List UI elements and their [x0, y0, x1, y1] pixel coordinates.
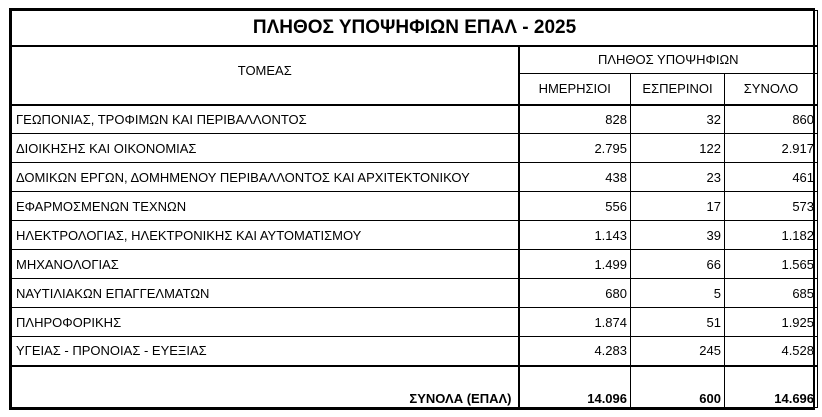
- row-day: 2.795: [519, 134, 631, 163]
- totals-day: 14.096: [519, 366, 631, 408]
- header-sector: ΤΟΜΕΑΣ: [12, 46, 519, 105]
- row-sector: ΥΓΕΙΑΣ - ΠΡΟΝΟΙΑΣ - ΕΥΕΞΙΑΣ: [12, 337, 519, 366]
- candidates-table-sheet: [9, 8, 815, 410]
- row-total: 1.182: [725, 221, 818, 250]
- totals-label: ΣΥΝΟΛΑ (ΕΠΑΛ): [12, 366, 519, 408]
- row-total: 461: [725, 163, 818, 192]
- row-evening: 23: [631, 163, 725, 192]
- row-day: 828: [519, 105, 631, 134]
- row-sector: ΝΑΥΤΙΛΙΑΚΩΝ ΕΠΑΓΓΕΛΜΑΤΩΝ: [12, 279, 519, 308]
- header-evening: ΕΣΠΕΡΙΝΟΙ: [631, 74, 725, 105]
- row-sector: ΔΙΟΙΚΗΣΗΣ ΚΑΙ ΟΙΚΟΝΟΜΙΑΣ: [12, 134, 519, 163]
- row-evening: 51: [631, 308, 725, 337]
- row-day: 1.143: [519, 221, 631, 250]
- row-total: 573: [725, 192, 818, 221]
- row-sector: ΜΗΧΑΝΟΛΟΓΙΑΣ: [12, 250, 519, 279]
- row-day: 1.499: [519, 250, 631, 279]
- row-evening: 17: [631, 192, 725, 221]
- row-day: 4.283: [519, 337, 631, 366]
- header-day: ΗΜΕΡΗΣΙΟΙ: [519, 74, 631, 105]
- row-evening: 5: [631, 279, 725, 308]
- header-candidates-group: ΠΛΗΘΟΣ ΥΠΟΨΗΦΙΩΝ: [519, 46, 818, 74]
- table-row: [12, 221, 818, 250]
- totals-total: 14.696: [725, 366, 818, 408]
- row-sector: ΕΦΑΡΜΟΣΜΕΝΩΝ ΤΕΧΝΩΝ: [12, 192, 519, 221]
- row-evening: 122: [631, 134, 725, 163]
- row-day: 556: [519, 192, 631, 221]
- table-row: [12, 279, 818, 308]
- row-total: 1.565: [725, 250, 818, 279]
- row-sector: ΔΟΜΙΚΩΝ ΕΡΓΩΝ, ΔΟΜΗΜΕΝΟΥ ΠΕΡΙΒΑΛΛΟΝΤΟΣ ΚΑΙ ΑΡΧΙΤΕΚΤΟΝΙΚΟΥ: [12, 163, 519, 192]
- row-evening: 66: [631, 250, 725, 279]
- table-row: [12, 308, 818, 337]
- row-day: 438: [519, 163, 631, 192]
- row-day: 1.874: [519, 308, 631, 337]
- header-total: ΣΥΝΟΛΟ: [725, 74, 818, 105]
- table-row: [12, 192, 818, 221]
- row-total: 685: [725, 279, 818, 308]
- row-day: 680: [519, 279, 631, 308]
- table-row: [12, 105, 818, 134]
- row-evening: 245: [631, 337, 725, 366]
- totals-evening: 600: [631, 366, 725, 408]
- row-evening: 32: [631, 105, 725, 134]
- row-sector: ΠΛΗΡΟΦΟΡΙΚΗΣ: [12, 308, 519, 337]
- row-total: 860: [725, 105, 818, 134]
- table-row: [12, 337, 818, 366]
- table-row: [12, 134, 818, 163]
- table-title: ΠΛΗΘΟΣ ΥΠΟΨΗΦΙΩΝ ΕΠΑΛ - 2025: [12, 11, 818, 46]
- row-sector: ΗΛΕΚΤΡΟΛΟΓΙΑΣ, ΗΛΕΚΤΡΟΝΙΚΗΣ ΚΑΙ ΑΥΤΟΜΑΤΙΣΜΟΥ: [12, 221, 519, 250]
- row-evening: 39: [631, 221, 725, 250]
- table-row: [12, 163, 818, 192]
- candidates-table: [11, 10, 818, 408]
- row-total: 1.925: [725, 308, 818, 337]
- totals-row: [12, 366, 818, 408]
- table-row: [12, 250, 818, 279]
- row-total: 2.917: [725, 134, 818, 163]
- row-total: 4.528: [725, 337, 818, 366]
- row-sector: ΓΕΩΠΟΝΙΑΣ, ΤΡΟΦΙΜΩΝ ΚΑΙ ΠΕΡΙΒΑΛΛΟΝΤΟΣ: [12, 105, 519, 134]
